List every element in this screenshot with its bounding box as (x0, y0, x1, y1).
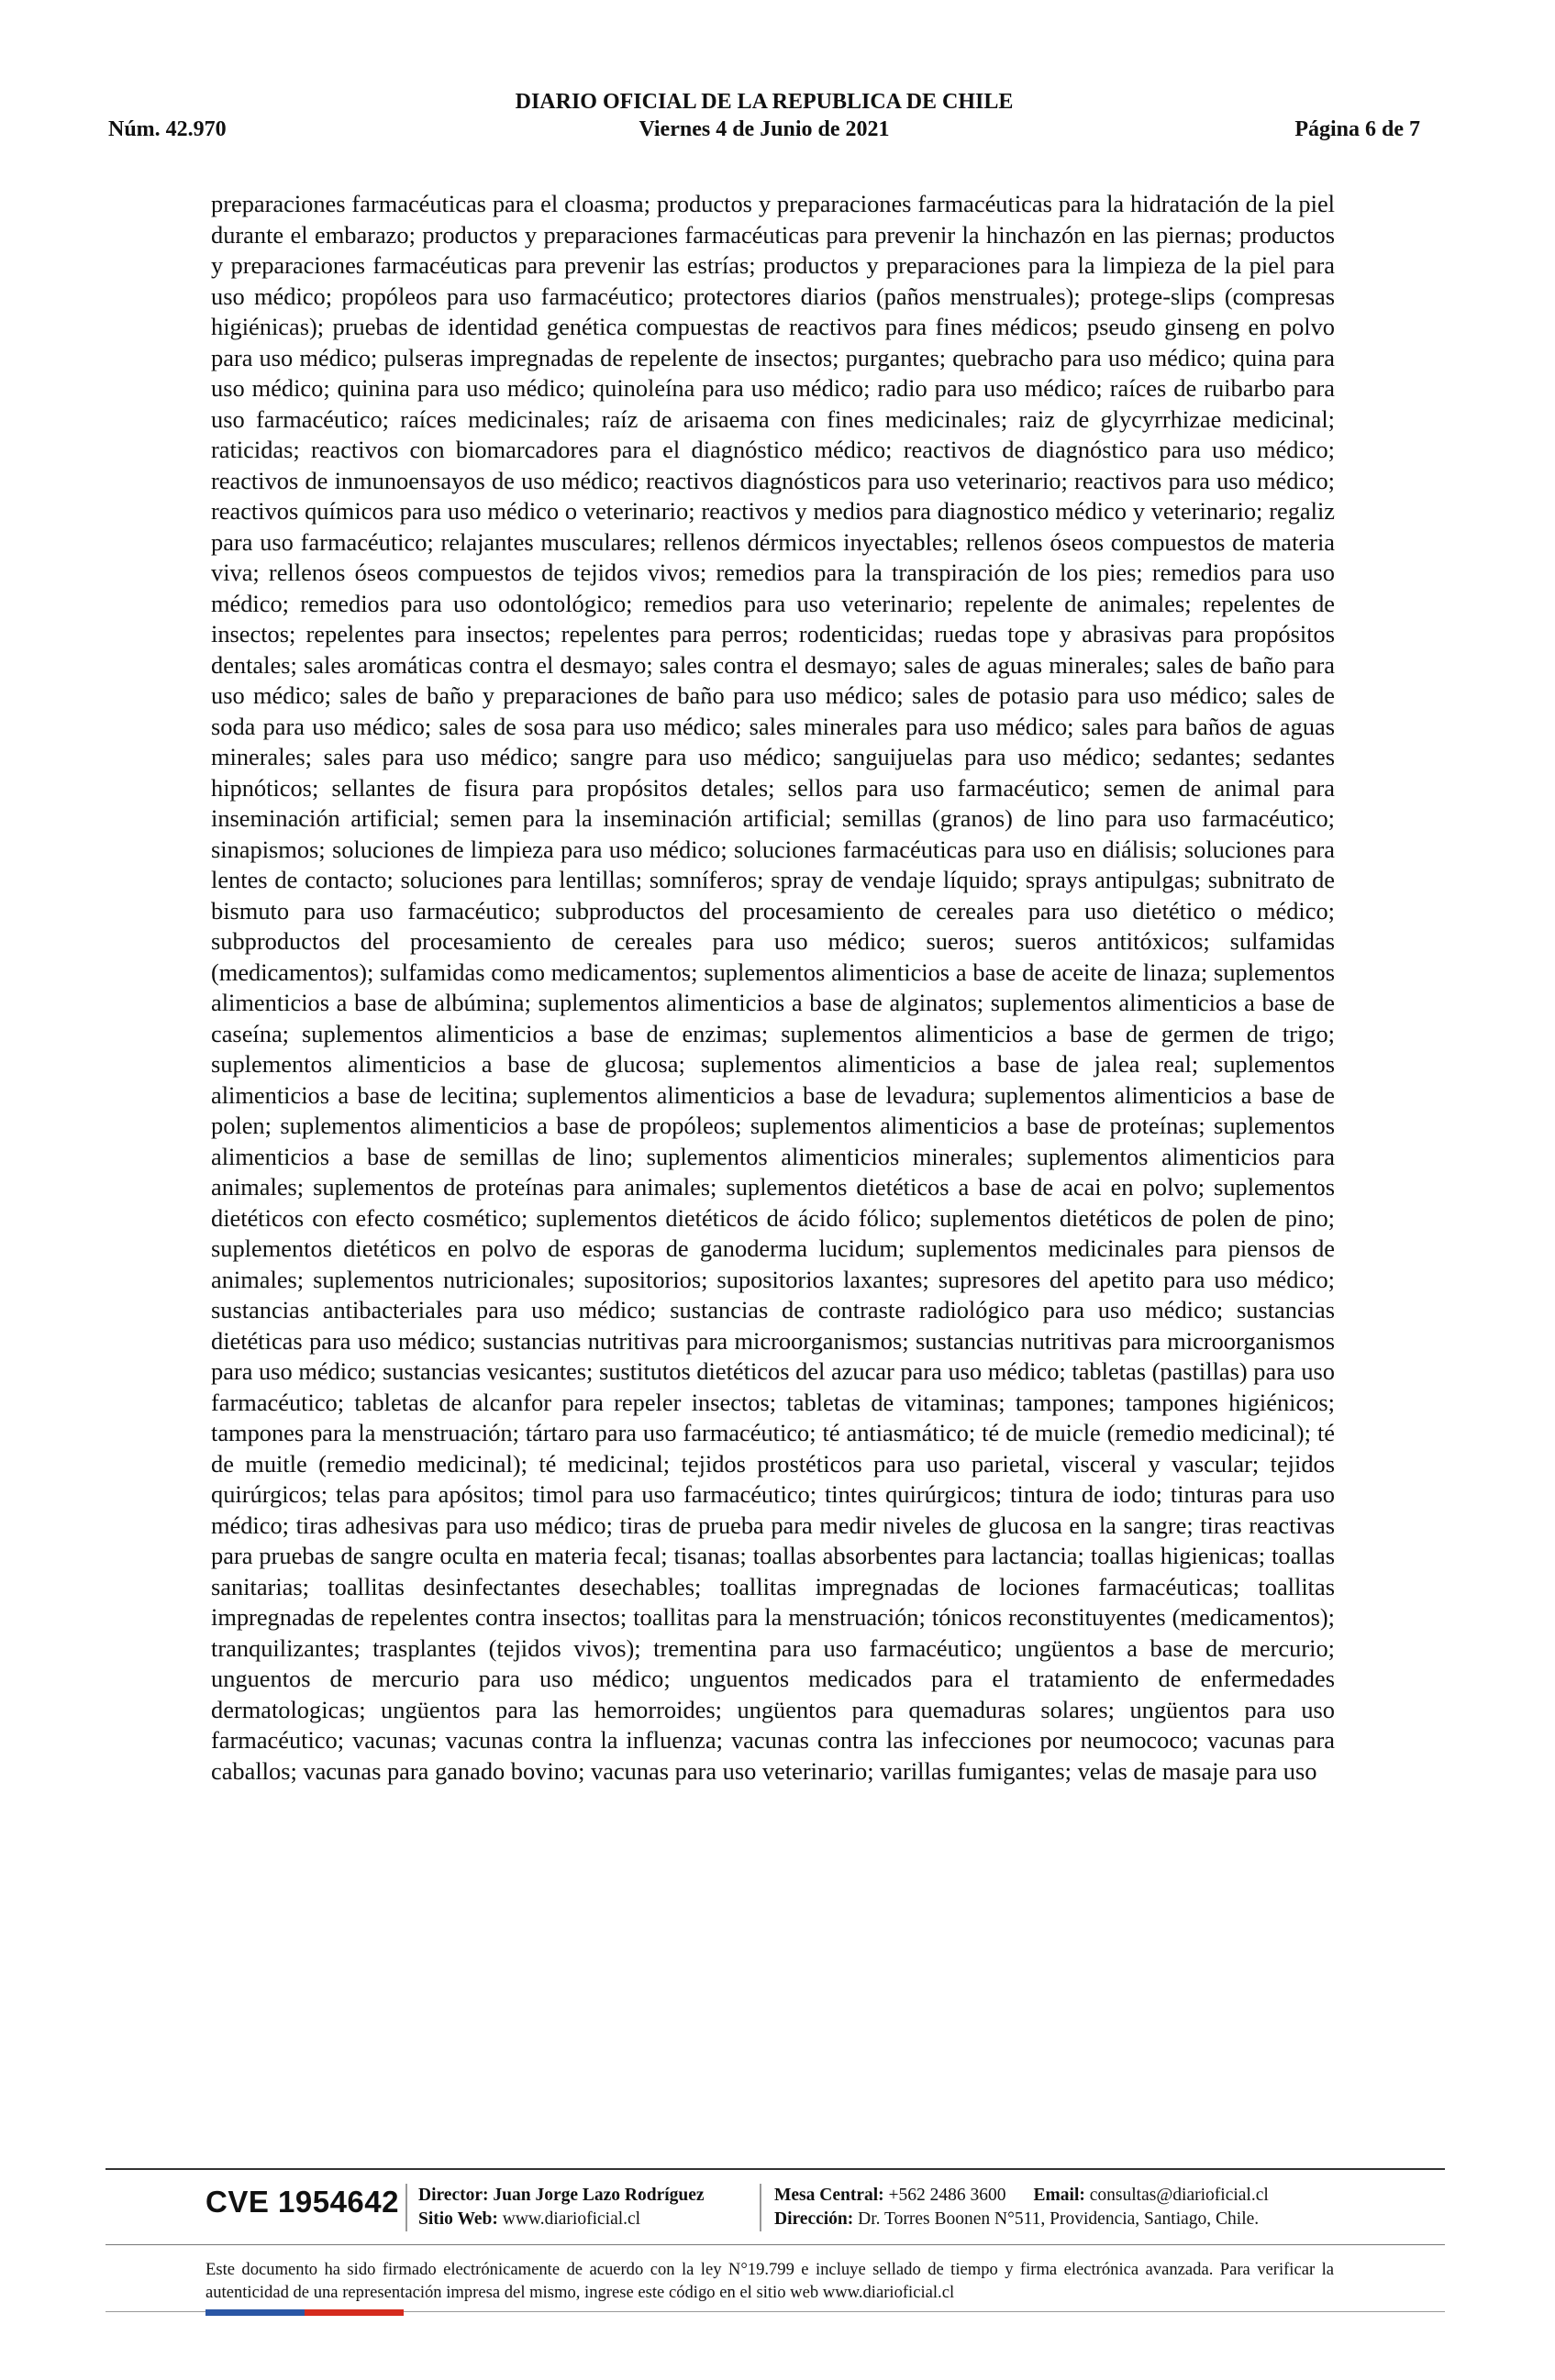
director-label: Director: (418, 2186, 489, 2205)
email-label: Email: (1033, 2186, 1085, 2205)
publication-title: DIARIO OFICIAL DE LA REPUBLICA DE CHILE (515, 90, 1014, 114)
body-paragraph: preparaciones farmacéuticas para el cloasma; productos y preparaciones farmacéuticas para la hidratación de la piel durante el embarazo; productos y preparaciones farmacéuticas para prevenir la hinchazón en las piernas; productos y preparaciones farmacéuticas para prevenir las estrías; productos y preparaciones para la limpieza de la piel para uso médico; propóleos para uso farmacéutico; protectores diarios (paños menstruales); protege-slips (compresas higiénicas); pruebas de identidad genética compuestas de reactivos para fines médicos; pseudo ginseng en polvo para uso médico; pulseras impregnadas de repelente de insectos; purgantes; quebracho para uso médico; quina para uso médico; quinina para uso médico; quinoleína para uso médico; radio para uso médico; raíces de ruibarbo para uso farmacéutico; raíces medicinales; raíz de arisaema con fines medicinales; raiz de glycyrrhizae medicinal; raticidas; reactivos con biomarcadores para el diagnóstico médico; reactivos de diagnóstico para uso médico; reactivos de inmunoensayos de uso médico; reactivos diagnósticos para uso veterinario; reactivos para uso médico; reactivos químicos para uso médico o veterinario; reactivos y medios para diagnostico médico y veterinario; regaliz para uso farmacéutico; relajantes musculares; rellenos dérmicos inyectables; rellenos óseos compuestos de materia viva; rellenos óseos compuestos de tejidos vivos; remedios para la transpiración de los pies; remedios para uso médico; remedios para uso odontológico; remedios para uso veterinario; repelente de animales; repelentes de insectos; repelentes para insectos; repelentes para perros; rodenticidas; ruedas tope y abrasivas para propósitos dentales; sales aromáticas contra el desmayo; sales contra el desmayo; sales de aguas minerales; sales de baño para uso médico; sales de baño y preparaciones de baño para uso médico; sales de potasio para uso médico; sales de soda para uso médico; sales de sosa para uso médico; sales minerales para uso médico; sales para baños de aguas minerales; sales para uso médico; sangre para uso médico; sanguijuelas para uso médico; sedantes; sedantes hipnóticos; sellantes de fisura para propósitos detales; sellos para uso farmacéutico; semen de animal para inseminación artificial; semen para la inseminación artificial; semillas (granos) de lino para uso farmacéutico; sinapismos; soluciones de limpieza para uso médico; soluciones farmacéuticas para uso en diálisis; soluciones para lentes de contacto; soluciones para lentillas; somníferos; spray de vendaje líquido; sprays antipulgas; subnitrato de bismuto para uso farmacéutico; subproductos del procesamiento de cereales para uso dietético o médico; subproductos del procesamiento de cereales para uso médico; sueros; sueros antitóxicos; sulfamidas (medicamentos); sulfamidas como medicamentos; suplementos alimenticios a base de aceite de linaza; suplementos alimenticios a base de albúmina; suplementos alimenticios a base de alginatos; suplementos alimenticios a base de caseína; suplementos alimenticios a base de enzimas; suplementos alimenticios a base de germen de trigo; suplementos alimenticios a base de glucosa; suplementos alimenticios a base de jalea real; suplementos alimenticios a base de lecitina; suplementos alimenticios a base de levadura; suplementos alimenticios a base de polen; suplementos alimenticios a base de propóleos; suplementos alimenticios a base de proteínas; suplementos alimenticios a base de semillas de lino; suplementos alimenticios minerales; suplementos alimenticios para animales; suplementos de proteínas para animales; suplementos dietéticos a base de acai en polvo; suplementos dietéticos con efecto cosmético; suplementos dietéticos de ácido fólico; suplementos dietéticos de polen de pino; suplementos dietéticos en polvo de esporas de ganoderma lucidum; suplementos medicinales para piensos de animales; suplementos nutricionales; supositorios; supositorios laxantes; supresores del apetito para uso médico; sustancias antibacteriales para uso médico; sustancias de contraste radiológico para uso médico; sustancias dietéticas para uso médico; sustancias nutritivas para microorganismos; sustancias nutritivas para microorganismos para uso médico; sustancias vesicantes; sustitutos dietéticos del azucar para uso médico; tabletas (pastillas) para uso farmacéutico; tabletas de alcanfor para repeler insectos; tabletas de vitaminas; tampones; tampones higiénicos; tampones para la menstruación; tártaro para uso farmacéutico; té antiasmático; té de muicle (remedio medicinal); té de muitle (remedio medicinal); té medicinal; tejidos prostéticos para uso parietal, visceral y vascular; tejidos quirúrgicos; telas para apósitos; timol para uso farmacéutico; tintes quirúrgicos; tintura de iodo; tinturas para uso médico; tiras adhesivas para uso médico; tiras de prueba para medir niveles de glucosa en la sangre; tiras reactivas para pruebas de sangre oculta en materia fecal; tisanas; toallas absorbentes para lactancia; toallas higienicas; toallas sanitarias; toallitas desinfectantes desechables; toallitas impregnadas de lociones farmacéuticas; toallitas impregnadas de repelentes contra insectos; toallitas para la menstruación; tónicos reconstituyentes (medicamentos); tranquilizantes; trasplantes (tejidos vivos); trementina para uso farmacéutico; ungüentos a base de mercurio; unguentos de mercurio para uso médico; unguentos medicados para el tratamiento de enfermedades dermatologicas; ungüentos para las hemorroides; ungüentos para quemaduras solares; ungüentos para uso farmacéutico; vacunas; vacunas contra la influenza; vacunas contra las infecciones por neumococo; vacunas para caballos; vacunas para ganado bovino; vacunas para uso veterinario; varillas fumigantes; velas de masaje para uso (211, 190, 1335, 1785)
cve-code: CVE 1954642 (205, 2185, 399, 2219)
flag-stripe-red (305, 2309, 404, 2316)
address-value: Dr. Torres Boonen N°511, Providencia, Santiago, Chile. (858, 2209, 1260, 2229)
header-meta-row (108, 116, 1420, 143)
issue-date: Viernes 4 de Junio de 2021 (639, 117, 890, 141)
address-line (774, 2208, 1269, 2231)
address-label: Dirección: (774, 2209, 854, 2229)
electronic-signature-notice: Este documento ha sido firmado electrónicamente de acuerdo con la ley N°19.799 e incluye sellado de tiempo y firma electrónica avanzada. Para verificar la autenticidad de una representación impresa del mismo, ingrese este código en el sitio web www.diarioficial.cl (205, 2260, 1334, 2302)
footer-divider (760, 2184, 761, 2231)
footer-mid-rule (106, 2244, 1445, 2245)
director-line (418, 2184, 705, 2208)
director-name: Juan Jorge Lazo Rodríguez (493, 2186, 705, 2205)
footer-contact-right (774, 2184, 1269, 2231)
website-link[interactable]: www.diarioficial.cl (502, 2209, 641, 2229)
phone-label: Mesa Central: (774, 2186, 884, 2205)
website-line (418, 2208, 705, 2231)
phone-email-line (774, 2184, 1269, 2208)
website-label: Sitio Web: (418, 2209, 498, 2229)
footer-divider (405, 2184, 407, 2231)
page-header (108, 88, 1420, 152)
page-indicator: Página 6 de 7 (1294, 117, 1420, 141)
issue-number: Núm. 42.970 (108, 117, 227, 141)
email-link[interactable]: consultas@diarioficial.cl (1089, 2186, 1269, 2205)
flag-stripe-blue (205, 2309, 305, 2316)
phone-value: +562 2486 3600 (888, 2186, 1006, 2205)
footer-top-rule (106, 2168, 1445, 2170)
footer-contact-left (418, 2184, 705, 2231)
